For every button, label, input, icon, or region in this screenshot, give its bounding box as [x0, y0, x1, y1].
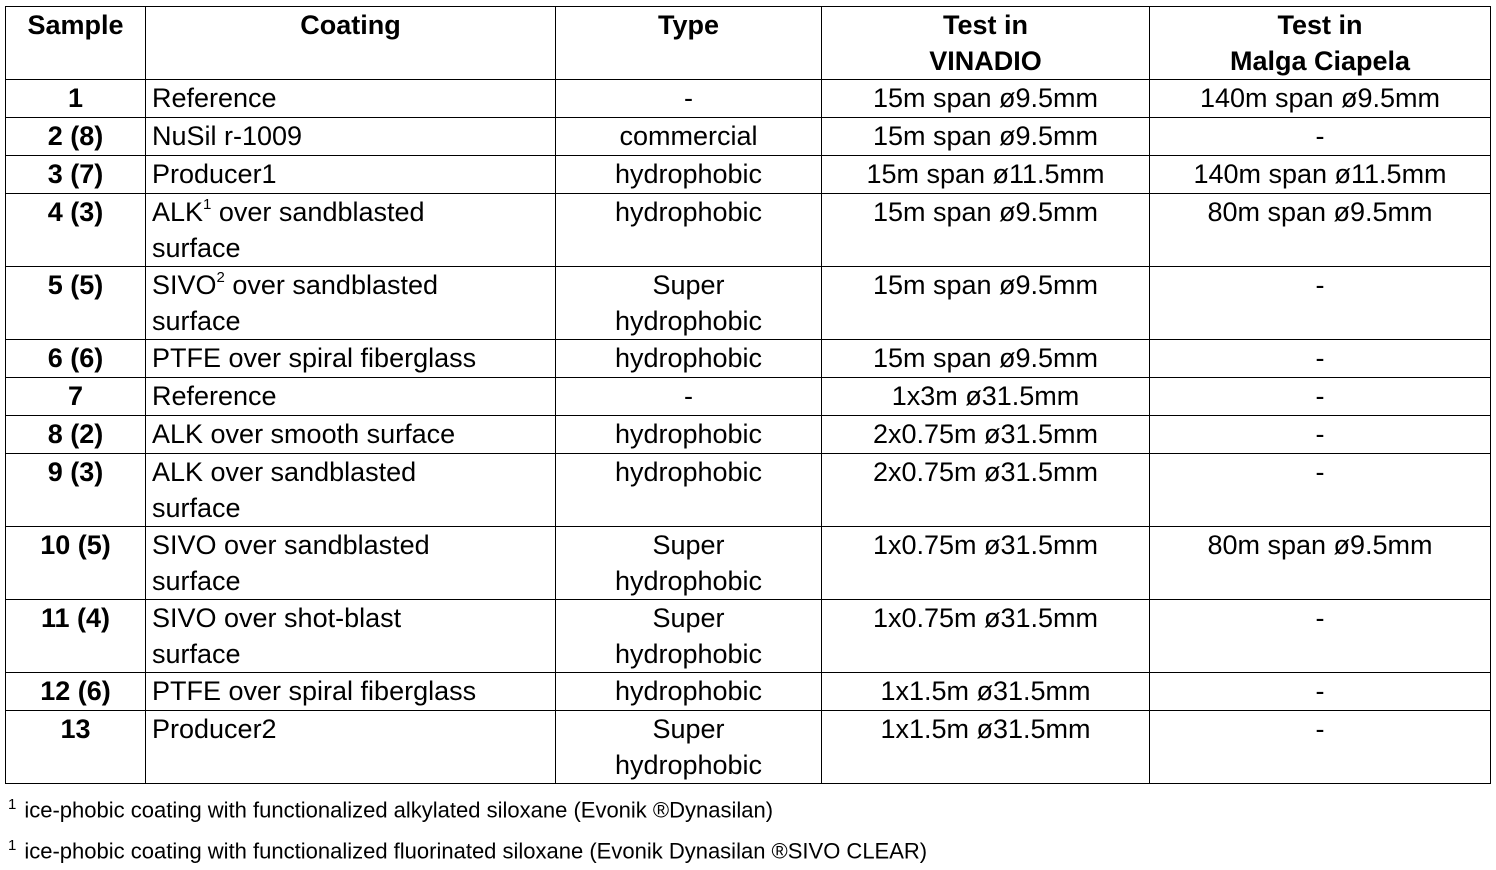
table-row — [6, 80, 1491, 118]
vinadio-test-cell: 15m span ø9.5mm — [822, 267, 1150, 340]
coating-cell: SIVO$^2$ over sandblasted surface — [146, 267, 556, 340]
header-test-malga-ciapela: Test in Malga Ciapela — [1150, 7, 1491, 80]
header-sample: Sample — [6, 7, 146, 80]
footnotes — [8, 787, 927, 870]
type-cell: hydrophobic — [556, 416, 822, 454]
coating-cell: NuSil r-1009 — [146, 118, 556, 156]
table-row — [6, 340, 1491, 378]
footnote-mark: 1 — [8, 796, 17, 813]
sample-cell: 1 — [6, 80, 146, 118]
malga-ciapela-test-cell: - — [1150, 711, 1491, 784]
type-cell: hydrophobic — [556, 673, 822, 711]
malga-ciapela-test-cell: - — [1150, 416, 1491, 454]
vinadio-test-cell: 1x1.5m ø31.5mm — [822, 711, 1150, 784]
coating-cell: Producer2 — [146, 711, 556, 784]
sample-cell: 12 (6) — [6, 673, 146, 711]
vinadio-test-cell: 15m span ø9.5mm — [822, 118, 1150, 156]
table-row — [6, 600, 1491, 673]
sample-cell: 6 (6) — [6, 340, 146, 378]
table-row — [6, 156, 1491, 194]
footnote-text: ice-phobic coating with functionalized fluorinated siloxane (Evonik Dynasilan ®SIVO CLEAR) — [24, 838, 928, 864]
sample-cell: 13 — [6, 711, 146, 784]
malga-ciapela-test-cell: 80m span ø9.5mm — [1150, 527, 1491, 600]
coating-cell: Reference — [146, 378, 556, 416]
type-cell: Super hydrophobic — [556, 711, 822, 784]
malga-ciapela-test-cell: 140m span ø9.5mm — [1150, 80, 1491, 118]
type-cell: - — [556, 80, 822, 118]
type-cell: hydrophobic — [556, 340, 822, 378]
sample-cell: 4 (3) — [6, 194, 146, 267]
coating-cell: PTFE over spiral fiberglass — [146, 673, 556, 711]
sample-cell: 11 (4) — [6, 600, 146, 673]
table-row — [6, 118, 1491, 156]
type-cell: Super hydrophobic — [556, 600, 822, 673]
table-row — [6, 267, 1491, 340]
sample-cell: 7 — [6, 378, 146, 416]
vinadio-test-cell: 15m span ø9.5mm — [822, 194, 1150, 267]
malga-ciapela-test-cell: - — [1150, 600, 1491, 673]
sample-cell: 3 (7) — [6, 156, 146, 194]
type-cell: hydrophobic — [556, 194, 822, 267]
table-row — [6, 711, 1491, 784]
sample-cell: 2 (8) — [6, 118, 146, 156]
malga-ciapela-test-cell: - — [1150, 118, 1491, 156]
coating-cell: Reference — [146, 80, 556, 118]
header-type: Type — [556, 7, 822, 80]
type-cell: hydrophobic — [556, 454, 822, 527]
type-cell: hydrophobic — [556, 156, 822, 194]
malga-ciapela-test-cell: - — [1150, 267, 1491, 340]
malga-ciapela-test-cell: - — [1150, 454, 1491, 527]
vinadio-test-cell: 15m span ø9.5mm — [822, 80, 1150, 118]
footnote-2 — [8, 828, 927, 869]
type-cell: - — [556, 378, 822, 416]
malga-ciapela-test-cell: 80m span ø9.5mm — [1150, 194, 1491, 267]
footnote-ref: 2 — [216, 269, 225, 286]
footnote-mark: 1 — [8, 837, 17, 855]
table-row — [6, 194, 1491, 267]
vinadio-test-cell: 15m span ø9.5mm — [822, 340, 1150, 378]
coating-cell: ALK$^1$ over sandblasted surface — [146, 194, 556, 267]
sample-cell: 9 (3) — [6, 454, 146, 527]
table-row — [6, 454, 1491, 527]
table-row — [6, 416, 1491, 454]
coating-cell: SIVO over sandblasted surface — [146, 527, 556, 600]
coating-cell: PTFE over spiral fiberglass — [146, 340, 556, 378]
type-cell: Super hydrophobic — [556, 527, 822, 600]
header-coating: Coating — [146, 7, 556, 80]
vinadio-test-cell: 2x0.75m ø31.5mm — [822, 454, 1150, 527]
footnote-text: ice-phobic coating with functionalized alkylated siloxane (Evonik ®Dynasilan) — [24, 797, 774, 823]
coating-cell: ALK over smooth surface — [146, 416, 556, 454]
header-row — [6, 7, 1491, 80]
vinadio-test-cell: 1x0.75m ø31.5mm — [822, 600, 1150, 673]
sample-cell: 8 (2) — [6, 416, 146, 454]
sample-cell: 5 (5) — [6, 267, 146, 340]
malga-ciapela-test-cell: - — [1150, 378, 1491, 416]
malga-ciapela-test-cell: - — [1150, 340, 1491, 378]
footnote-ref: 1 — [203, 196, 212, 213]
vinadio-test-cell: 1x3m ø31.5mm — [822, 378, 1150, 416]
vinadio-test-cell: 1x0.75m ø31.5mm — [822, 527, 1150, 600]
coatings-table — [5, 6, 1491, 784]
table-row — [6, 673, 1491, 711]
table-row — [6, 378, 1491, 416]
vinadio-test-cell: 2x0.75m ø31.5mm — [822, 416, 1150, 454]
vinadio-test-cell: 15m span ø11.5mm — [822, 156, 1150, 194]
malga-ciapela-test-cell: - — [1150, 673, 1491, 711]
header-test-vinadio: Test in VINADIO — [822, 7, 1150, 80]
coating-cell: Producer1 — [146, 156, 556, 194]
type-cell: Super hydrophobic — [556, 267, 822, 340]
footnote-1 — [8, 787, 927, 828]
table-row — [6, 527, 1491, 600]
coating-cell: SIVO over shot-blast surface — [146, 600, 556, 673]
sample-cell: 10 (5) — [6, 527, 146, 600]
coating-cell: ALK over sandblasted surface — [146, 454, 556, 527]
type-cell: commercial — [556, 118, 822, 156]
malga-ciapela-test-cell: 140m span ø11.5mm — [1150, 156, 1491, 194]
table-body — [6, 80, 1491, 784]
vinadio-test-cell: 1x1.5m ø31.5mm — [822, 673, 1150, 711]
